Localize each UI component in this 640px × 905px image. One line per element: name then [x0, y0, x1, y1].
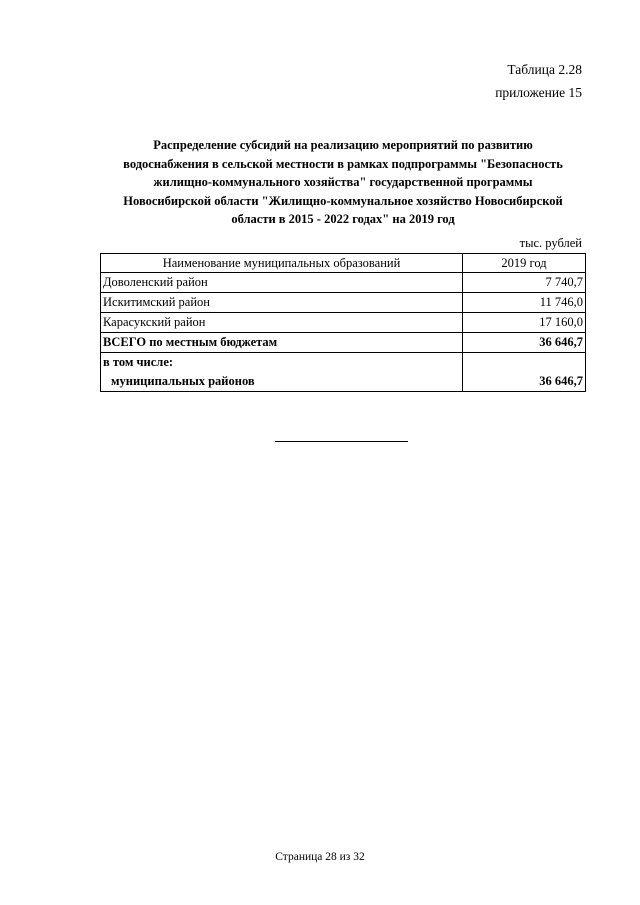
municipal-districts-label: муниципальных районов [101, 372, 463, 392]
total-label: ВСЕГО по местным бюджетам [101, 333, 463, 353]
title-line: области в 2015 - 2022 годах" на 2019 год [231, 212, 455, 226]
header-name-cell: Наименование муниципальных образований [101, 254, 463, 273]
title-line: водоснабжения в сельской местности в рамках подпрограммы "Безопасность [123, 156, 563, 171]
subsidy-table [100, 253, 586, 392]
including-row [101, 353, 586, 373]
municipal-districts-value: 36 646,7 [463, 372, 586, 392]
title-line: жилищно-коммунального хозяйства" государственной программы [153, 175, 533, 189]
page-footer: Страница 28 из 32 [275, 851, 365, 863]
including-label: в том числе: [101, 353, 463, 373]
municipal-districts-row [101, 372, 586, 392]
total-value: 36 646,7 [463, 333, 586, 353]
table-header-row [101, 254, 586, 273]
municipality-value: 17 160,0 [463, 313, 586, 333]
total-row [101, 333, 586, 353]
municipality-value: 7 740,7 [463, 273, 586, 293]
document-title [100, 136, 586, 229]
title-line: Новосибирской области "Жилищно-коммунальное хозяйство Новосибирской [123, 193, 563, 208]
table-row [101, 273, 586, 293]
appendix-label: приложение 15 [495, 85, 582, 100]
table-number: Таблица 2.28 [507, 62, 582, 77]
municipality-name: Искитимский район [101, 293, 463, 313]
municipality-name: Доволенский район [101, 273, 463, 293]
table-row [101, 293, 586, 313]
table-row [101, 313, 586, 333]
end-divider [275, 441, 408, 442]
including-empty-cell [463, 353, 586, 373]
header-year-cell: 2019 год [463, 254, 586, 273]
municipality-name: Карасукский район [101, 313, 463, 333]
unit-label: тыс. рублей [519, 236, 582, 250]
municipality-value: 11 746,0 [463, 293, 586, 313]
title-line: Распределение субсидий на реализацию мероприятий по развитию [153, 138, 533, 152]
